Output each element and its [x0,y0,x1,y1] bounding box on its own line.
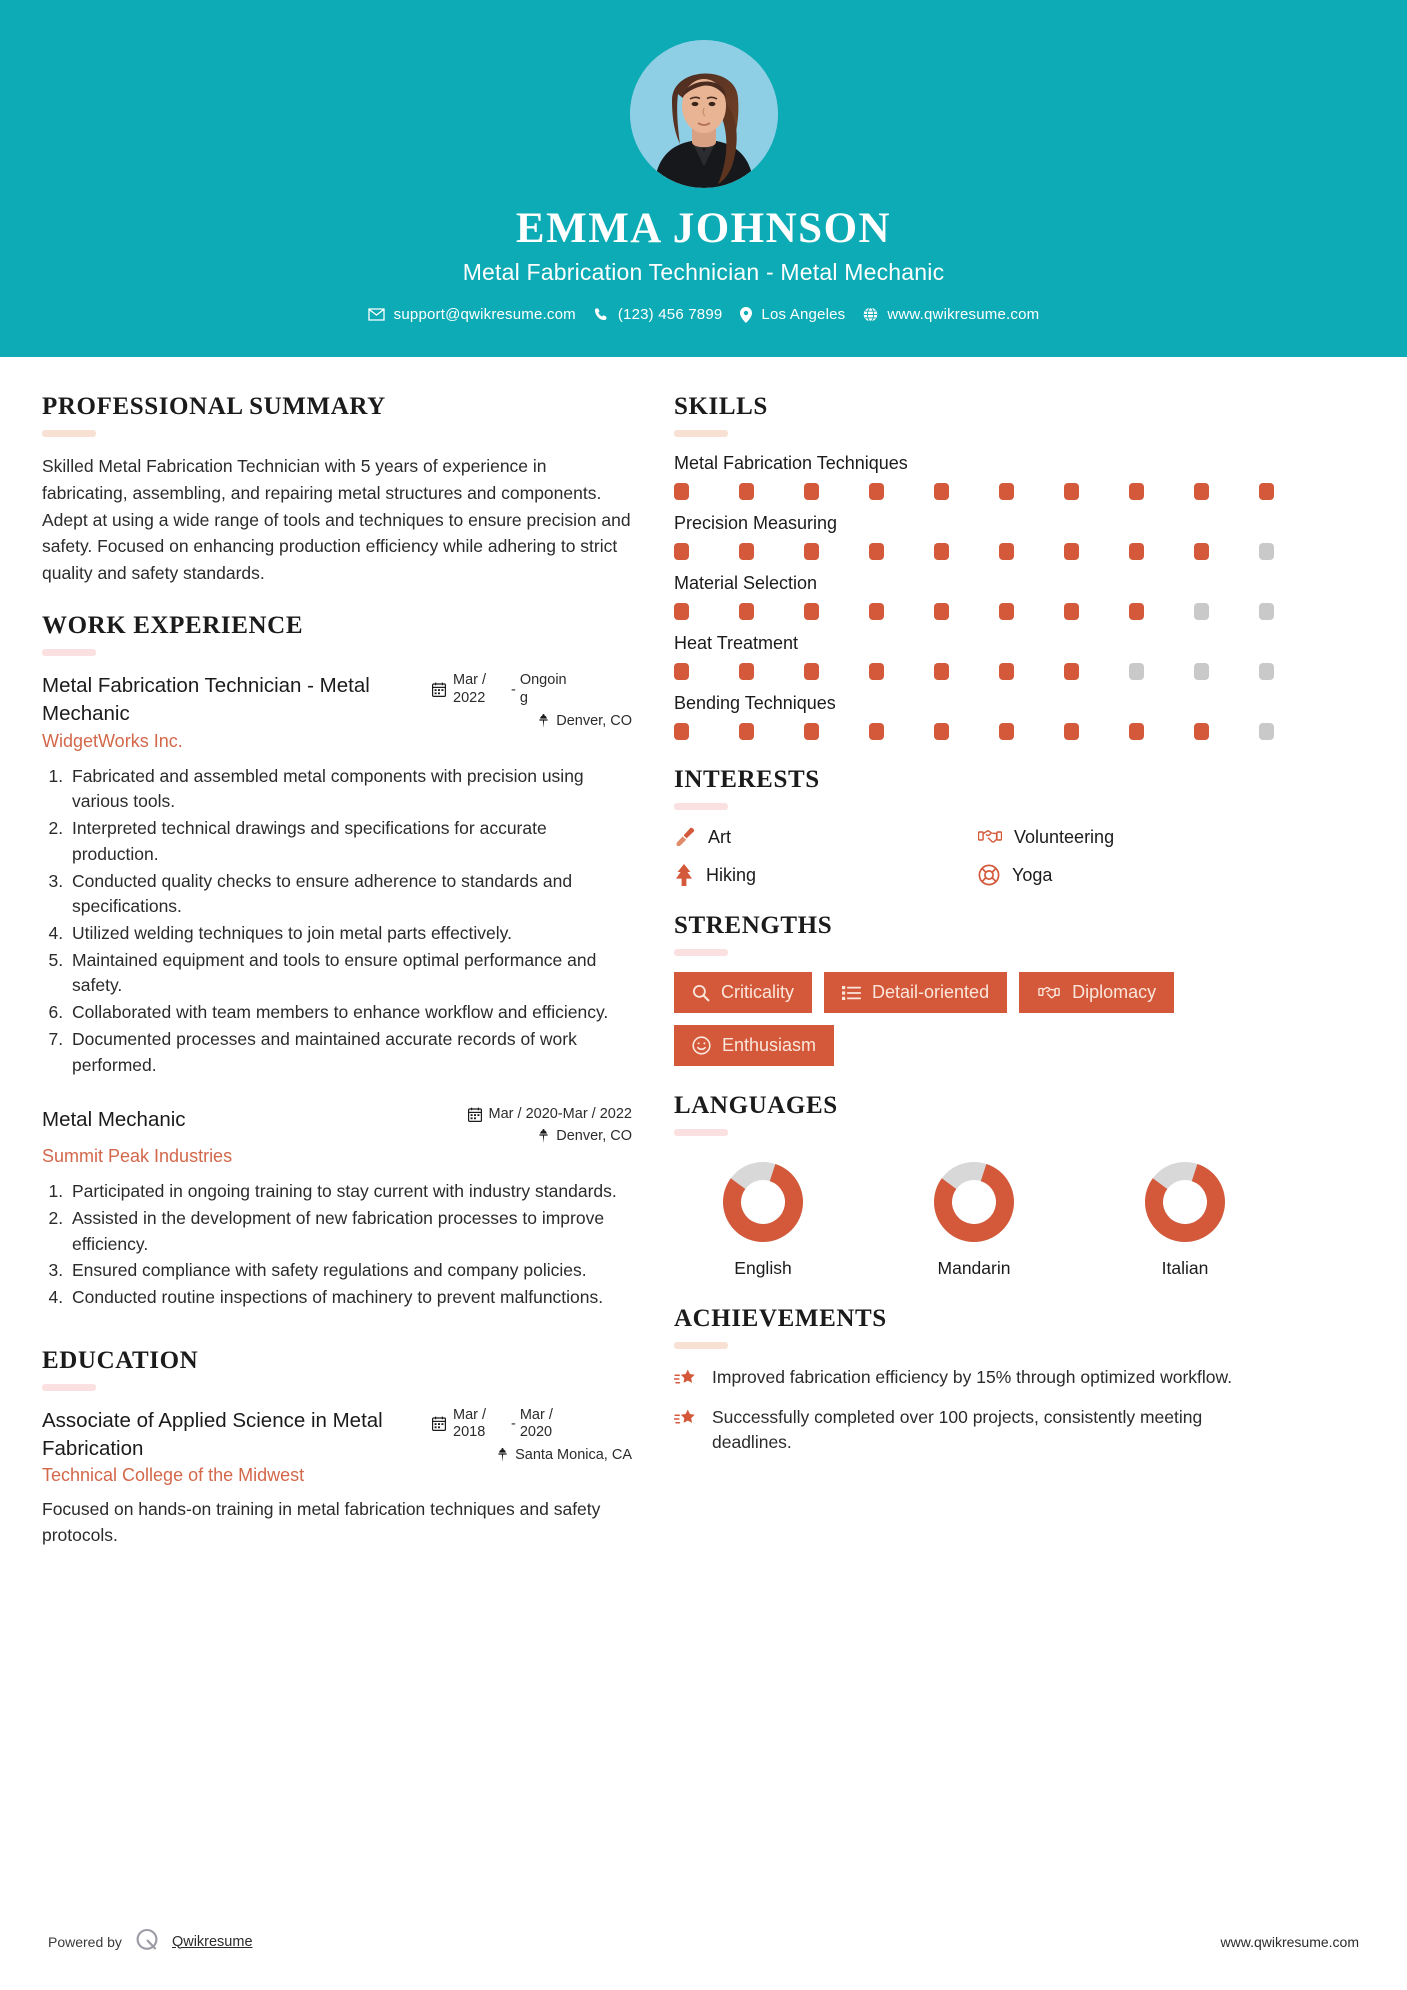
section-heading: PROFESSIONAL SUMMARY [42,393,386,421]
skill-item [674,453,1274,500]
footer-url: www.qwikresume.com [1220,1933,1359,1950]
list-icon [842,985,861,1001]
envelope-icon [368,308,385,321]
work-location-text: Denver, CO [556,1128,632,1145]
interest-label: Yoga [1012,864,1053,885]
work-bullets [68,1179,632,1311]
skill-dot-empty [1194,663,1209,680]
skill-rating [674,723,1274,740]
skill-dot-filled [674,723,689,740]
page-footer [0,1927,1407,1956]
powered-by-label: Powered by [48,1933,122,1950]
resume-header [0,0,1407,357]
education-description: Focused on hands-on training in metal fabrication techniques and safety protocols. [42,1499,601,1546]
skill-dot-filled [869,543,884,560]
section-rule [42,649,96,656]
section-education [42,1347,632,1549]
language-name: English [734,1258,792,1279]
list-item: 4. Conducted routine inspections of machinery to prevent malfunctions. [68,1285,632,1311]
work-entry [42,1106,632,1311]
globe-icon [863,307,878,322]
contact-email[interactable] [368,306,576,323]
skill-dot-filled [934,483,949,500]
language-name: Italian [1161,1258,1209,1279]
section-interests [674,766,1274,886]
life-ring-icon [978,864,1000,886]
achievement-item [674,1405,1274,1456]
skill-dot-filled [999,723,1014,740]
section-heading: STRENGTHS [674,912,833,940]
languages-list [674,1152,1274,1279]
interest-item [674,864,970,886]
skill-dot-filled [869,483,884,500]
achievement-item [674,1365,1274,1390]
section-work-experience [42,612,632,1310]
calendar-icon [432,682,446,697]
left-column [42,393,632,1574]
powered-by [48,1927,253,1956]
contact-location-text: Los Angeles [761,306,846,324]
education-degree: Associate of Applied Science in Metal Fabrication [42,1408,383,1460]
skill-dot-filled [739,543,754,560]
section-professional-summary [42,393,632,586]
skill-dot-filled [999,543,1014,560]
work-meta [432,1106,632,1144]
interest-label: Hiking [706,864,757,885]
section-languages [674,1092,1274,1279]
work-date-range: Mar / 2020-Mar / 2022 [488,1106,632,1123]
skill-dot-filled [804,723,819,740]
skill-dot-filled [739,723,754,740]
page-title: EMMA JOHNSON [515,205,892,252]
contact-phone[interactable] [594,306,723,323]
skill-dot-filled [1064,603,1079,620]
avatar [630,40,778,188]
job-title: Metal Fabrication Technician - Metal Mechanic [462,259,945,286]
star-burst-icon [674,1365,698,1390]
pine-tree-icon [674,864,694,886]
language-item [899,1160,1049,1279]
star-burst-icon [674,1405,698,1430]
skill-dot-filled [804,663,819,680]
skill-item [674,693,1274,740]
skill-dot-empty [1259,723,1274,740]
right-column [674,393,1274,1481]
skill-dot-filled [999,483,1014,500]
achievement-text: Successfully completed over 100 projects, consistently meeting deadlines. [712,1406,1203,1453]
list-item: 2. Interpreted technical drawings and specifications for accurate production. [68,816,632,867]
skill-dot-filled [1129,603,1144,620]
pin-icon [538,714,549,728]
skill-dot-filled [1129,543,1144,560]
section-heading: SKILLS [674,393,768,421]
strength-chip-detail-oriented[interactable] [824,972,1007,1013]
strength-label: Detail-oriented [872,982,990,1003]
contact-location[interactable] [740,306,845,323]
skill-dot-filled [1064,543,1079,560]
work-location-text: Denver, CO [556,712,632,729]
skill-dot-filled [1129,723,1144,740]
interest-item [674,826,970,848]
skill-rating [674,603,1274,620]
pin-icon [538,1129,549,1143]
education-meta [432,1407,632,1463]
skill-dot-filled [739,483,754,500]
magnifier-icon [692,984,710,1002]
skill-dot-filled [869,603,884,620]
calendar-icon [468,1107,482,1122]
list-item: 5. Maintained equipment and tools to ensure optimal performance and safety. [68,948,632,999]
work-dates [432,672,632,706]
section-heading: WORK EXPERIENCE [42,612,304,640]
work-location [432,713,632,729]
skill-dot-filled [1194,483,1209,500]
skill-dot-filled [1129,483,1144,500]
section-achievements [674,1305,1274,1455]
skill-dot-filled [1194,723,1209,740]
skill-dot-filled [934,603,949,620]
language-name: Mandarin [937,1258,1011,1279]
skill-dot-filled [1064,723,1079,740]
language-donut-chart [1143,1160,1227,1244]
skill-dot-filled [804,603,819,620]
language-donut-chart [932,1160,1016,1244]
education-institution: Technical College of the Midwest [42,1465,305,1486]
skill-name: Bending Techniques [674,693,836,714]
skill-name: Material Selection [674,573,818,594]
section-rule [674,1342,728,1349]
education-entry [42,1407,632,1549]
skill-dot-filled [674,543,689,560]
skill-dot-filled [999,663,1014,680]
list-item: 3. Ensured compliance with safety regulations and company policies. [68,1258,632,1284]
skill-dot-empty [1259,663,1274,680]
section-heading: EDUCATION [42,1346,199,1374]
interests-grid [674,826,1274,886]
avatar-photo [630,40,778,188]
interest-label: Art [708,826,732,847]
education-location [432,1447,632,1463]
section-heading: LANGUAGES [674,1092,838,1120]
strength-chip-criticality[interactable] [674,972,812,1013]
language-item [1110,1160,1260,1279]
list-item: 1. Fabricated and assembled metal components with precision using various tools. [68,764,632,815]
pin-icon [497,1448,508,1462]
work-meta [432,672,632,728]
section-heading: ACHIEVEMENTS [674,1305,887,1333]
strengths-list [674,972,1274,1066]
achievement-text: Improved fabrication efficiency by 15% through optimized workflow. [712,1367,1233,1388]
skill-dot-filled [739,663,754,680]
work-bullets [68,764,632,1079]
section-rule [674,1129,728,1136]
contact-website[interactable] [863,306,1039,323]
skill-rating [674,663,1274,680]
skill-dot-filled [934,543,949,560]
education-location-text: Santa Monica, CA [515,1447,632,1464]
qwikresume-logo-icon [134,1927,160,1956]
list-item: 3. Conducted quality checks to ensure adherence to standards and specifications. [68,869,632,920]
skill-dot-empty [1129,663,1144,680]
language-item [688,1160,838,1279]
handshake-icon [1037,984,1061,1002]
skill-dot-filled [804,483,819,500]
skill-dot-filled [934,723,949,740]
skill-name: Metal Fabrication Techniques [674,453,908,474]
work-role: Metal Mechanic [42,1108,186,1132]
qwikresume-link[interactable]: Qwikresume [171,1933,253,1950]
skill-dot-empty [1259,603,1274,620]
strength-chip-diplomacy[interactable] [1019,972,1174,1013]
paintbrush-icon [674,826,696,848]
skill-dot-filled [869,723,884,740]
list-item: 6. Collaborated with team members to enhance workflow and efficiency. [68,1000,632,1026]
skill-dot-filled [739,603,754,620]
skill-dot-filled [1064,663,1079,680]
language-donut-chart [721,1160,805,1244]
resume-body [0,357,1407,1574]
list-item: 7. Documented processes and maintained accurate records of work performed. [68,1027,632,1078]
section-strengths [674,912,1274,1066]
skill-dot-filled [999,603,1014,620]
work-date-start: Mar / 2022 [453,672,487,706]
work-organization: Summit Peak Industries [42,1146,233,1167]
strength-chip-enthusiasm[interactable] [674,1025,834,1066]
section-rule [42,430,96,437]
work-role: Metal Fabrication Technician - Metal Mechanic [42,674,370,726]
skill-dot-filled [1259,483,1274,500]
skill-item [674,633,1274,680]
education-dates [432,1407,632,1441]
skill-dot-empty [1194,603,1209,620]
skill-item [674,573,1274,620]
skill-dot-empty [1259,543,1274,560]
section-rule [42,1384,96,1391]
strength-label: Enthusiasm [722,1035,817,1056]
contact-email-text: support@qwikresume.com [393,306,576,324]
map-pin-icon [740,307,752,323]
summary-text: Skilled Metal Fabrication Technician with 5 years of experience in fabricating, assembling, and repairing metal structures and components. Adept at using a wide range of tools and techniques to ensure precision and safety. Focused on enhancing production efficiency while adhering to strict quality and safety standards. [42,456,631,583]
section-rule [674,949,728,956]
skill-dot-filled [869,663,884,680]
work-organization: WidgetWorks Inc. [42,730,183,751]
calendar-icon [432,1416,446,1431]
work-dates [432,1106,632,1122]
education-date-separator: - [511,1415,516,1432]
work-date-separator: - [511,681,516,698]
skill-rating [674,543,1274,560]
interest-item [978,864,1274,886]
skills-list [674,453,1274,740]
skill-dot-filled [804,543,819,560]
work-entry [42,672,632,1078]
list-item: 4. Utilized welding techniques to join metal parts effectively. [68,921,632,947]
skill-dot-filled [1064,483,1079,500]
section-heading: INTERESTS [674,766,820,794]
skill-dot-filled [934,663,949,680]
contact-phone-text: (123) 456 7899 [617,306,723,324]
skill-name: Precision Measuring [674,513,838,534]
education-date-start: Mar / 2018 [453,1406,487,1440]
education-date-end: Mar / 2020 [519,1406,553,1440]
list-item: 1. Participated in ongoing training to stay current with industry standards. [68,1179,632,1205]
phone-icon [594,307,609,322]
contact-row [0,306,1407,323]
work-location [432,1128,632,1144]
skill-dot-filled [674,663,689,680]
skill-rating [674,483,1274,500]
skill-name: Heat Treatment [674,633,799,654]
strength-label: Diplomacy [1072,982,1157,1003]
list-item: 2. Assisted in the development of new fabrication processes to improve efficiency. [68,1206,632,1257]
section-rule [674,803,728,810]
interest-item [978,826,1274,848]
section-skills [674,393,1274,740]
interest-label: Volunteering [1014,826,1115,847]
contact-website-text: www.qwikresume.com [887,306,1040,324]
section-rule [674,430,728,437]
skill-dot-filled [1194,543,1209,560]
handshake-icon [978,827,1002,847]
smiley-icon [692,1036,711,1055]
strength-label: Criticality [721,982,795,1003]
skill-dot-filled [674,483,689,500]
work-date-end: Ongoing [519,672,567,706]
skill-dot-filled [674,603,689,620]
skill-item [674,513,1274,560]
